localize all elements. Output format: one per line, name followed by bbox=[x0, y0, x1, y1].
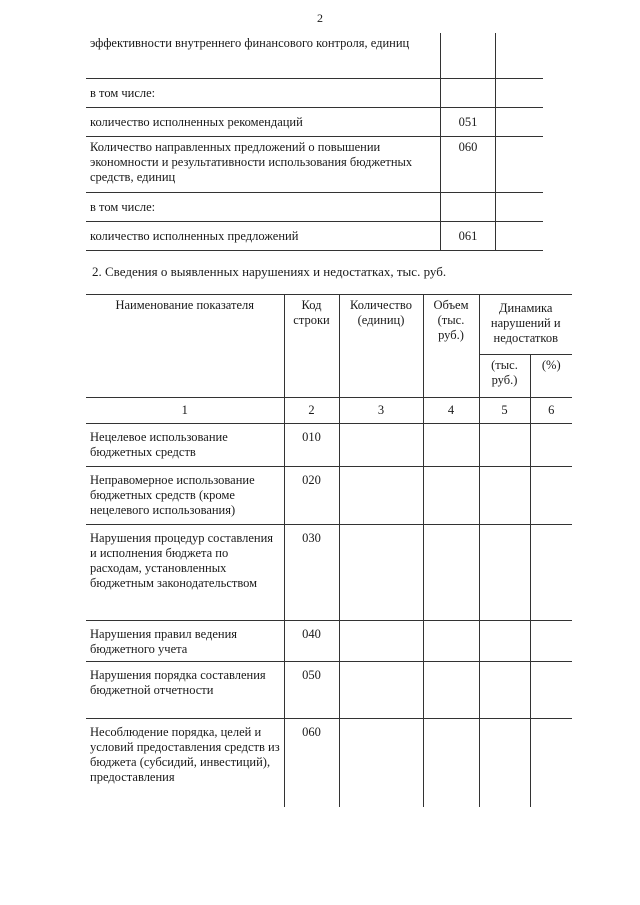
cell bbox=[339, 424, 423, 467]
row-name: эффективности внутреннего финансового контроля, единиц bbox=[86, 33, 441, 79]
cell bbox=[479, 662, 530, 719]
cell bbox=[479, 621, 530, 662]
cell bbox=[530, 467, 572, 525]
column-number: 5 bbox=[479, 398, 530, 424]
cell bbox=[423, 719, 479, 807]
table-row bbox=[86, 222, 543, 251]
header-row bbox=[86, 295, 572, 355]
table-row bbox=[86, 108, 543, 137]
cell bbox=[339, 525, 423, 621]
cell bbox=[530, 424, 572, 467]
row-name: Нарушения процедур составления и исполнения бюджета по расходам, установленных бюджетным законодательством bbox=[86, 525, 284, 621]
table-row bbox=[86, 621, 572, 662]
cell bbox=[479, 719, 530, 807]
cell bbox=[423, 424, 479, 467]
row-code bbox=[441, 33, 496, 79]
header-dyn-pct: (%) bbox=[530, 355, 572, 398]
row-code: 040 bbox=[284, 621, 339, 662]
header-dynamics: Динамика нарушений и недостатков bbox=[479, 295, 572, 355]
table-row bbox=[86, 467, 572, 525]
row-value bbox=[496, 33, 544, 79]
header-dyn-rub: (тыс. руб.) bbox=[479, 355, 530, 398]
column-number: 3 bbox=[339, 398, 423, 424]
row-value bbox=[496, 222, 544, 251]
column-number: 2 bbox=[284, 398, 339, 424]
header-name: Наименование показателя bbox=[86, 295, 284, 398]
cell bbox=[423, 467, 479, 525]
table-row bbox=[86, 33, 543, 79]
header-code: Код строки bbox=[284, 295, 339, 398]
table-row bbox=[86, 662, 572, 719]
row-code: 061 bbox=[441, 222, 496, 251]
row-name: количество исполненных рекомендаций bbox=[86, 108, 441, 137]
row-code bbox=[441, 79, 496, 108]
row-value bbox=[496, 108, 544, 137]
row-name: Нарушения правил ведения бюджетного учета bbox=[86, 621, 284, 662]
row-name: количество исполненных предложений bbox=[86, 222, 441, 251]
row-name: в том числе: bbox=[86, 79, 441, 108]
row-name: в том числе: bbox=[86, 193, 441, 222]
cell bbox=[423, 662, 479, 719]
row-code: 060 bbox=[441, 137, 496, 193]
cell bbox=[530, 662, 572, 719]
row-name: Неправомерное использование бюджетных средств (кроме нецелевого использования) bbox=[86, 467, 284, 525]
column-numbers-row bbox=[86, 398, 572, 424]
row-code: 060 bbox=[284, 719, 339, 807]
table-row bbox=[86, 137, 543, 193]
table-row bbox=[86, 424, 572, 467]
cell bbox=[530, 621, 572, 662]
row-name: Нарушения порядка составления бюджетной отчетности bbox=[86, 662, 284, 719]
cell bbox=[479, 525, 530, 621]
row-name: Нецелевое использование бюджетных средств bbox=[86, 424, 284, 467]
cell bbox=[339, 621, 423, 662]
column-number: 1 bbox=[86, 398, 284, 424]
cell bbox=[339, 719, 423, 807]
row-value bbox=[496, 193, 544, 222]
row-value bbox=[496, 137, 544, 193]
column-number: 6 bbox=[530, 398, 572, 424]
cell bbox=[339, 662, 423, 719]
violations-table bbox=[86, 294, 572, 807]
cell bbox=[479, 467, 530, 525]
row-code: 020 bbox=[284, 467, 339, 525]
cell bbox=[530, 525, 572, 621]
table-row bbox=[86, 719, 572, 807]
table-row bbox=[86, 525, 572, 621]
row-code: 030 bbox=[284, 525, 339, 621]
cell bbox=[423, 621, 479, 662]
cell bbox=[479, 424, 530, 467]
header-count: Количество (единиц) bbox=[339, 295, 423, 398]
table-row bbox=[86, 79, 543, 108]
row-name: Несоблюдение порядка, целей и условий предоставления средств из бюджета (субсидий, инвестиций), предоставления bbox=[86, 719, 284, 807]
header-volume: Объем (тыс. руб.) bbox=[423, 295, 479, 398]
section-title: 2. Сведения о выявленных нарушениях и недостатках, тыс. руб. bbox=[92, 264, 447, 279]
table-row bbox=[86, 193, 543, 222]
column-number: 4 bbox=[423, 398, 479, 424]
row-value bbox=[496, 79, 544, 108]
row-code: 050 bbox=[284, 662, 339, 719]
row-code bbox=[441, 193, 496, 222]
cell bbox=[339, 467, 423, 525]
cell bbox=[423, 525, 479, 621]
row-code: 010 bbox=[284, 424, 339, 467]
page-number: 2 bbox=[317, 11, 323, 25]
cell bbox=[530, 719, 572, 807]
top-table bbox=[86, 33, 543, 251]
row-name: Количество направленных предложений о повышении экономности и результативности использования бюджетных средств, единиц bbox=[86, 137, 441, 193]
row-code: 051 bbox=[441, 108, 496, 137]
